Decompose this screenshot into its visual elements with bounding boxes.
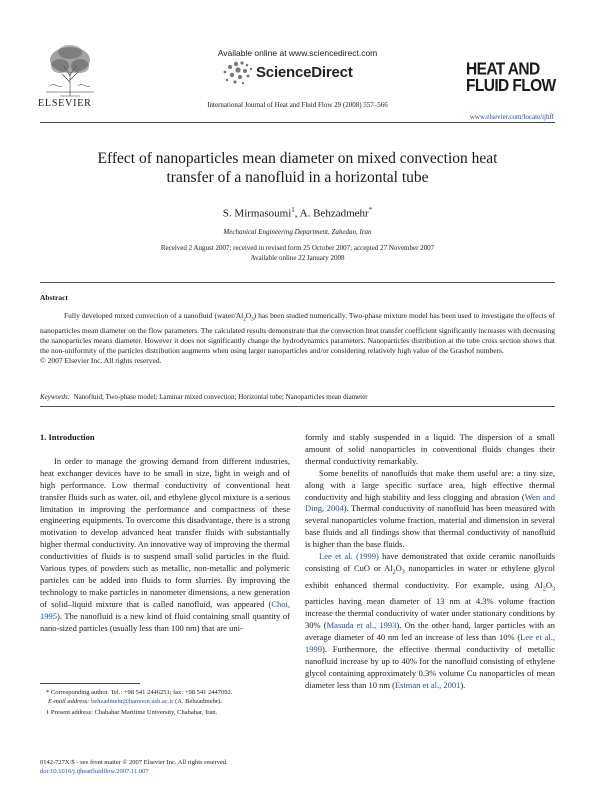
author-1-footnote-mark[interactable]: 1 [291,206,295,214]
elsevier-tree-logo-icon [40,42,100,98]
abstract-copyright: © 2007 Elsevier Inc. All rights reserved. [40,355,162,365]
page-footer [40,758,340,776]
intro-p1-part-b: ). The nanofluid is a new kind of fluid containing small quantity of nano-sized particles (usually less than 100 nm) that are uni- [40,610,290,633]
footnote-2-mark: 1 [46,709,50,716]
footnote-2-text: Present address: Chabahar Maritime University, Chabahar, Iran. [49,709,218,716]
received-line: Received 2 August 2007; received in revised form 25 October 2007; accepted 27 November 2007 [160,244,435,252]
sciencedirect-dots-icon [218,60,254,86]
author-separator: , [294,207,300,220]
citation-estman-link[interactable]: Estman et al., 2001 [394,679,461,690]
right-p2-part-b: O [395,562,402,573]
sciencedirect-wordmark: ScienceDirect [256,64,353,81]
right-column [305,432,555,691]
journal-logo-line1: HEAT AND [466,59,540,80]
footnote-1 [40,688,300,706]
right-p2-part-e: particles having mean diameter of 13 nm at 4.3% volume fraction increase the thermal conductivity of water under stationary conditions by 30% ( [305,596,555,630]
abstract-sub-2: 2 [243,317,246,323]
affiliation: Mechanical Engineering Department, Zahedan, Iran [223,228,372,236]
author-email-link[interactable]: behzadmehr@hamoon.usb.ac.ir [89,698,174,705]
journal-logo [466,59,556,96]
received-dates [0,244,595,263]
right-paragraph-0: formly and stably suspended in a liquid. The dispersion of a small amount of solid nanoparticles in conventional fluids changes their thermal conductivity remarkably. [305,432,555,466]
right-p2-sub-2: 3 [401,569,405,576]
right-p2-part-h: ). [460,679,466,690]
right-p2-sub-3: 2 [542,586,546,593]
title-line-2: transfer of a nanofluid in a horizontal tube [166,169,429,186]
available-online-date: Available online 22 January 2008 [250,253,345,262]
keywords-line [40,393,555,401]
right-paragraph-2 [305,551,555,691]
keywords-label: Keywords: [40,393,71,401]
journal-url-link[interactable]: www.elsevier.com/locate/ijhff [469,113,554,121]
abstract-part-b: O [245,311,252,320]
abstract-part-a: Fully developed mixed convection of a nanofluid (water/Al [64,311,244,320]
title-line-1: Effect of nanoparticles mean diameter on mixed convection heat [97,150,498,167]
footnote-2 [40,708,300,717]
citation-choi-link[interactable]: Choi, 1995 [40,598,290,621]
author-1[interactable]: S. Mirmasoumi [222,207,292,220]
right-p1-part-a: Some benefits of nanofluids that make them useful are: a tiny size, along with a large specific surface area, high effective thermal conductivity and high stability and less clogging and abrasion ( [305,467,555,502]
right-p2-part-g: ). Furthermore, the effective thermal conductivity of metallic nanofluid increase by up to 40% for the nanofluid consisting of ethylene glycol containing approximately 0.3% volume Cu nanoparticles of mean diameter less than 10 nm ( [305,643,555,690]
right-p2-sub-4: 3 [552,586,555,593]
citation-lee-1999-link[interactable]: Lee et al. (1999) [319,551,379,562]
citation-wen-ding-link[interactable]: Wen and Ding, 2004 [305,491,555,514]
keywords-list: Nanofluid; Two-phase model; Laminar mixed convection; Horizontal tube; Nanoparticles mean diameter [73,393,368,401]
abstract-text [40,311,555,366]
footer-doi-link[interactable]: doi:10.1016/j.ijheatfluidflow.2007.11.007 [40,768,149,775]
abstract-sub-3: 3 [251,317,254,323]
citation-masuda-link[interactable]: Masuda et al., 1993 [326,619,397,630]
author-2-footnote-mark[interactable]: * [368,206,373,214]
abstract-top-rule [40,282,555,283]
footnote-email-after: (A. Behzadmehr). [173,698,222,705]
right-p2-part-a: have demonstrated that oxide ceramic nanofluids consisting of CuO or Al [305,551,555,573]
abstract-bottom-rule [40,406,555,407]
author-2[interactable]: A. Behzadmehr [299,207,369,220]
footnote-1-mark: * [46,689,50,696]
footnote-email-label: E-mail address: [48,698,90,705]
abstract-part-c: ) has been studied numerically. Two-phase mixture model has been used to investigate the effects of nanoparticles mean diameter on the flow parameters. The calculated results demonstrate that the convection heat transfer coefficient significantly increases with decreasing the nanoparticles means diameter. However it does not significantly change the hydrodynamics parameters. Nanoparticles distribution at the tube cross section shows that the non-uniformity of the particles distribution augments when using larger nanoparticles and/or considering relatively high value of the Grashof numbers. [40,311,555,355]
intro-p1-part-a: In order to manage the growing demand from different industries, heat exchanger devices have to be small in size, light in weigh and of high performance. Low thermal conductivity of conventional heat transfer fluids such as water, oil, and ethylene glycol mixture is a serious limitation in improving the performance and compactness of these engineering equipments. To overcome this disadvantage, there is a strong motivation to develop advanced heat transfer fluids with substantially higher thermal conductivity. An innovative way of improving the thermal conductivities of fluids is to suspend small solid particles in the fluid. Various types of powders such as metallic, non-metallic and polymeric particles can be added into fluids to form slurries. By improving the technology to make particles in nanometer dimensions, a new generation of solid–liquid mixture that is called nanofluid, was appeared ( [40,455,290,609]
footnote-rule [40,683,140,684]
authors-line [0,206,595,220]
right-paragraph-1 [305,468,555,551]
right-p2-part-f: ). On the other hand, larger particles with an average diameter of 40 nm led an increase of less than 10% ( [305,619,555,642]
abstract-heading: Abstract [40,293,68,302]
intro-paragraph-1 [40,456,290,635]
publisher-name: ELSEVIER [38,98,92,109]
right-p2-part-d: O [545,579,552,590]
section-heading-introduction: 1. Introduction [40,432,95,442]
header-rule [40,122,555,123]
footnote-1-text: Corresponding author. Tel.: +98 541 2446251; fax: +98 541 2447092. [49,689,233,696]
right-p2-sub-1: 2 [392,569,396,576]
article-title [40,149,555,187]
right-p1-part-b: ). Thermal conductivity of nanofluid has been measured with several nanoparticles volume fraction, material and dimension in several base fluids and all findings show that thermal conductivity of nanofluid is higher than the base fluids. [305,503,555,550]
footer-copyright-line: 0142-727X/$ - see front matter © 2007 Elsevier Inc. All rights reserved. [40,759,228,766]
right-p2-part-c: nanoparticles in water or ethylene glycol exhibit enhanced thermal conductivity. For example, using Al [305,562,555,590]
available-online-text: Available online at www.sciencedirect.com [217,48,378,58]
left-column [40,432,290,635]
journal-logo-line2: FLUID FLOW [466,75,556,96]
citation-lee-link[interactable]: Lee et al., 1999 [305,631,555,654]
journal-citation-line: International Journal of Heat and Fluid Flow 29 (2008) 557–566 [207,101,388,109]
